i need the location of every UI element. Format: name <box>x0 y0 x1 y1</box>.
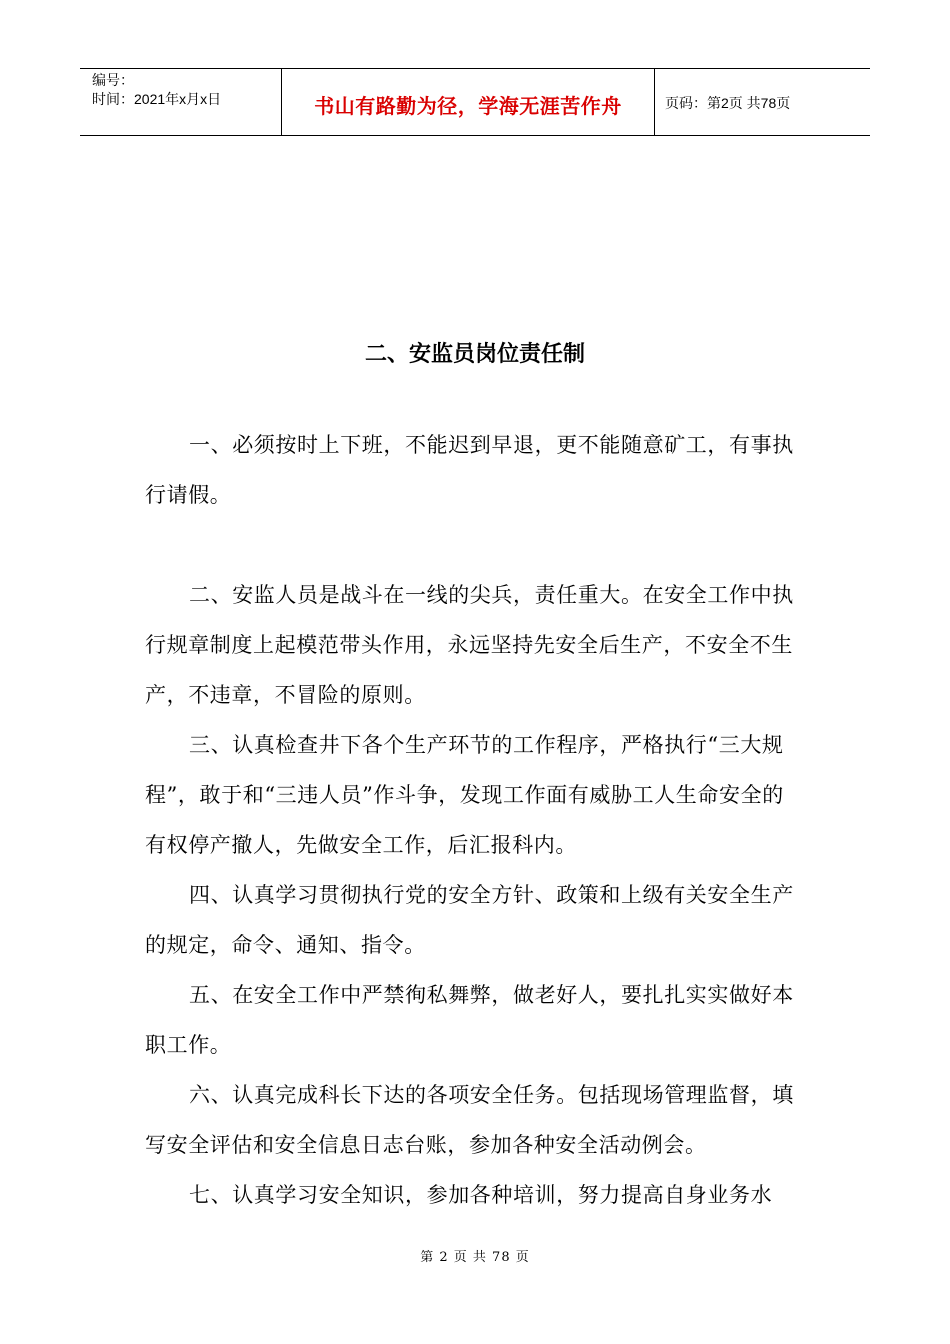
paragraph-6: 六、认真完成科长下达的各项安全任务。包括现场管理监督，填写安全评估和安全信息日志台账，参加各种安全活动例会。 <box>145 1083 794 1157</box>
paragraph-1: 一、必须按时上下班，不能迟到早退，更不能随意矿工，有事执行请假。 <box>145 433 794 507</box>
motto-text: 书山有路勤为径，学海无涯苦作舟 <box>314 93 622 118</box>
paragraph-7: 七、认真学习安全知识，参加各种培训，努力提高自身业务水 <box>189 1183 773 1207</box>
serial-number-label: 编号： <box>92 72 134 88</box>
page-footer: 第 2 页 共 78 页 <box>420 1250 530 1265</box>
page-info: 页码：第2页 共78页 <box>665 95 791 111</box>
paragraph-5: 五、在安全工作中严禁徇私舞弊，做老好人，要扎扎实实做好本职工作。 <box>145 983 794 1057</box>
date-label: 时间：2021年x月x日 <box>92 91 222 107</box>
header-page-cell <box>655 69 870 135</box>
paragraph-2: 二、安监人员是战斗在一线的尖兵，责任重大。在安全工作中执行规章制度上起模范带头作用，永远坚持先安全后生产，不安全不生产，不违章，不冒险的原则。 <box>145 583 794 707</box>
document-title: 二、安监员岗位责任制 <box>364 342 585 367</box>
paragraph-3: 三、认真检查井下各个生产环节的工作程序，严格执行“三大规程”，敢于和“三违人员”作斗争，发现工作面有威胁工人生命安全的有权停产撤人，先做安全工作，后汇报科内。 <box>145 733 784 857</box>
paragraph-4: 四、认真学习贯彻执行党的安全方针、政策和上级有关安全生产的规定，命令、通知、指令。 <box>145 883 794 957</box>
header-motto-cell <box>282 69 655 135</box>
header-table <box>80 68 870 136</box>
header-meta-cell <box>80 69 282 135</box>
